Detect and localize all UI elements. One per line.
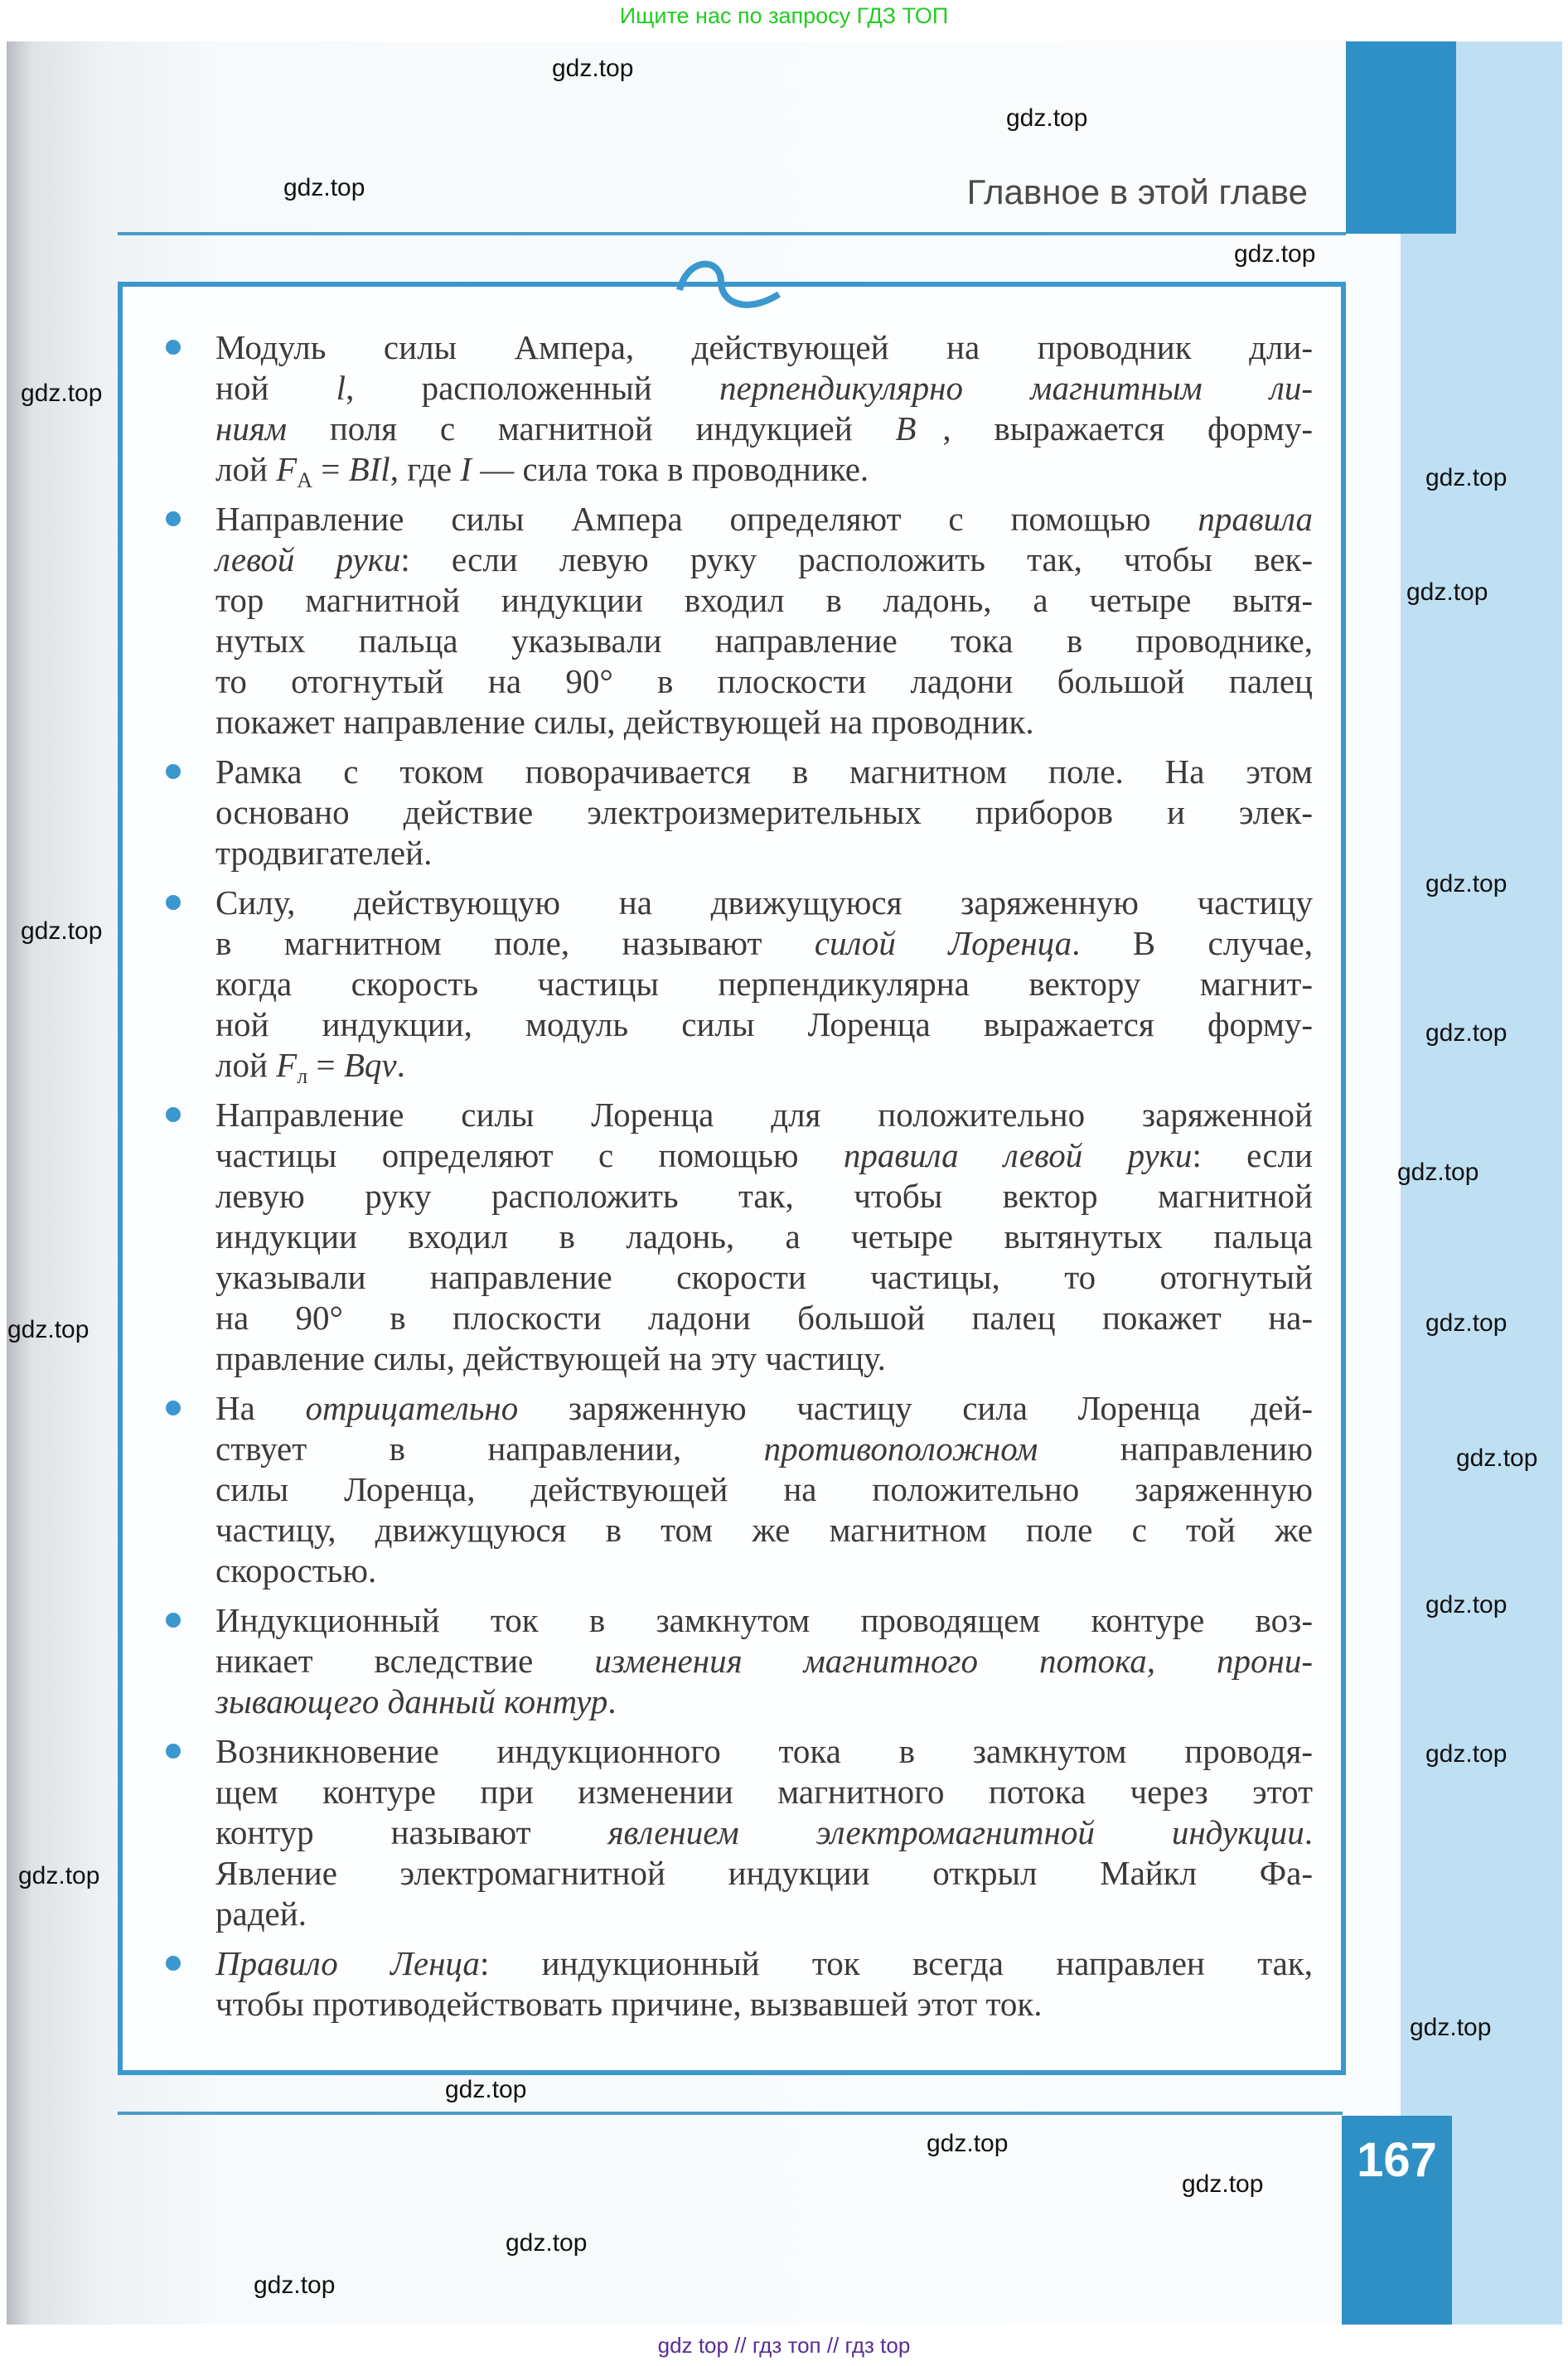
text-run: Модуль силы Ампера, действующей на проводник дли-	[215, 328, 1313, 366]
text-run: : если левую руку расположить так, чтобы век-	[400, 540, 1313, 578]
watermark: gdz.top	[7, 1316, 90, 1343]
text-line	[215, 1298, 1313, 1338]
text-run: , где	[390, 450, 461, 488]
text-line	[215, 1853, 1313, 1894]
text-line	[215, 327, 1313, 368]
text-run: тродвигателей.	[215, 834, 433, 872]
summary-item	[215, 1095, 1313, 1379]
text-line	[215, 1943, 1313, 1984]
bullet-icon	[166, 1744, 181, 1759]
watermark: gdz.top	[283, 174, 365, 201]
text-line	[215, 539, 1313, 580]
text-line	[215, 1731, 1313, 1772]
text-line	[215, 1257, 1313, 1298]
italic-text: l	[336, 369, 346, 407]
watermark: gdz.top	[1456, 1444, 1538, 1472]
text-run: частицы определяют с помощью	[215, 1136, 844, 1174]
text-line	[215, 1217, 1313, 1257]
text-run: .	[396, 1046, 405, 1084]
watermark: gdz.top	[1182, 2170, 1264, 2198]
text-run: заряженную частицу сила Лоренца дей-	[518, 1389, 1313, 1427]
subscript-text: A	[297, 468, 312, 492]
bullet-icon	[166, 1956, 181, 1971]
text-run: Рамка с током поворачивается в магнитном поле. На этом	[215, 752, 1313, 791]
summary-item	[215, 1943, 1313, 2025]
text-line	[215, 964, 1313, 1004]
text-line	[215, 409, 1313, 449]
italic-text: противоположном	[763, 1430, 1038, 1468]
watermark: gdz.top	[1410, 2014, 1492, 2041]
text-run: Силу, действующую на движущуюся заряженную частицу	[215, 883, 1313, 922]
watermark: gdz.top	[927, 2130, 1009, 2157]
text-line	[215, 1772, 1313, 1812]
watermark: gdz.top	[1234, 240, 1316, 268]
watermark: gdz.top	[254, 2272, 336, 2299]
text-run: индукции входил в ладонь, а четыре вытянутых пальца	[215, 1217, 1313, 1256]
text-run: частицу, движущуюся в том же магнитном поле с той же	[215, 1511, 1313, 1549]
summary-item	[215, 883, 1313, 1086]
text-run: Явление электромагнитной индукции открыл Майкл Фа-	[215, 1854, 1313, 1892]
watermark: gdz.top	[1425, 464, 1508, 491]
header-divider	[118, 232, 1346, 235]
watermark: gdz.top	[21, 380, 103, 407]
text-run: указывали направление скорости частицы, то отогнутый	[215, 1258, 1313, 1296]
text-line	[215, 1045, 1313, 1086]
italic-text: I	[460, 450, 472, 488]
italic-text: F	[276, 450, 298, 488]
page-number-box	[1342, 2116, 1452, 2325]
watermark: gdz.top	[18, 1862, 100, 1889]
italic-text: зывающего данный контур	[215, 1682, 608, 1720]
text-line	[215, 1641, 1313, 1681]
text-run: ной индукции, модуль силы Лоренца выражается форму-	[215, 1005, 1313, 1043]
text-run: щем контуре при изменении магнитного потока через этот	[215, 1773, 1313, 1811]
text-run: ной	[215, 369, 336, 407]
text-line	[215, 1338, 1313, 1379]
text-run: когда скорость частицы перпендикулярна вектору магнит-	[215, 965, 1313, 1003]
summary-item	[215, 1388, 1313, 1591]
text-run: правление силы, действующей на эту частицу.	[215, 1339, 886, 1377]
text-run: лой	[215, 450, 277, 488]
text-run: — сила тока в проводнике.	[471, 450, 869, 488]
text-run: в магнитном поле, называют	[215, 924, 815, 962]
text-run: поля с магнитной индукцией	[287, 409, 896, 448]
text-run: : индукционный ток всегда направлен так,	[479, 1944, 1313, 1982]
text-run: тор магнитной индукции входил в ладонь, а четыре вытя-	[215, 581, 1313, 619]
watermark: gdz.top	[1006, 104, 1088, 132]
bullet-icon	[166, 895, 181, 910]
bullet-icon	[166, 511, 181, 526]
italic-text: Правило Ленца	[215, 1944, 480, 1982]
text-run: .	[607, 1682, 617, 1720]
italic-text: явлением электромагнитной индукции	[607, 1813, 1304, 1851]
text-run: направлению	[1038, 1430, 1314, 1468]
text-line	[215, 661, 1313, 702]
text-line	[215, 883, 1313, 923]
text-run: . В случае,	[1072, 924, 1313, 962]
text-line	[215, 1469, 1313, 1510]
footer-divider	[118, 2112, 1343, 2115]
summary-item	[215, 327, 1313, 490]
text-line	[215, 368, 1313, 409]
text-run: скоростью.	[215, 1551, 377, 1589]
text-line	[215, 1894, 1313, 1934]
summary-item	[215, 752, 1313, 873]
italic-text: ниям	[215, 409, 288, 448]
header-tab	[1346, 41, 1456, 234]
italic-text: BIl	[348, 450, 390, 488]
text-run: : если	[1192, 1136, 1313, 1174]
text-run: покажет направление силы, действующей на проводник.	[215, 703, 1034, 741]
text-line	[215, 1681, 1313, 1722]
text-line	[215, 499, 1313, 539]
text-line	[215, 621, 1313, 661]
text-line	[215, 1388, 1313, 1429]
text-run: на 90° в плоскости ладони большой палец покажет на-	[215, 1299, 1313, 1337]
subscript-text: л	[297, 1064, 308, 1088]
summary-list	[215, 327, 1313, 2034]
italic-text: отрицательно	[305, 1389, 519, 1427]
text-line	[215, 449, 1313, 490]
page-number: 167	[1357, 2133, 1437, 2187]
summary-item	[215, 1600, 1313, 1722]
text-run: нутых пальца указывали направление тока в проводнике,	[215, 622, 1313, 660]
bullet-icon	[166, 1107, 181, 1122]
chapter-title: Главное в этой главе	[966, 172, 1308, 211]
bottom-banner: gdz top // гдз топ // гдз top	[657, 2333, 911, 2358]
text-line	[215, 1984, 1313, 2025]
text-line	[215, 1004, 1313, 1045]
italic-text: силой Лоренца	[814, 924, 1072, 962]
text-line	[215, 752, 1313, 792]
watermark: gdz.top	[506, 2229, 588, 2257]
italic-text: Bqv	[343, 1046, 397, 1084]
text-run: чтобы противодействовать причине, вызвавшей этот ток.	[215, 1985, 1043, 2023]
watermark: gdz.top	[1425, 1309, 1508, 1337]
watermark: gdz.top	[1425, 1591, 1508, 1618]
text-run: .	[1304, 1813, 1313, 1851]
watermark: gdz.top	[1425, 1740, 1508, 1768]
text-run: =	[307, 1046, 344, 1084]
italic-text: правила левой руки	[843, 1136, 1193, 1174]
text-line	[215, 580, 1313, 621]
text-run: силы Лоренца, действующей на положительно заряженную	[215, 1470, 1313, 1508]
italic-text: перпендикулярно магнитным ли-	[719, 369, 1313, 407]
text-line	[215, 792, 1313, 833]
text-line	[215, 1812, 1313, 1853]
text-run: контур называют	[215, 1813, 608, 1851]
text-line	[215, 1510, 1313, 1551]
italic-text: изменения магнитного потока, прони-	[594, 1642, 1314, 1680]
text-run: , выражается форму-	[942, 409, 1313, 448]
watermark: gdz.top	[445, 2076, 527, 2103]
text-line	[215, 833, 1313, 873]
text-line	[215, 702, 1313, 743]
text-run: Направление силы Лоренца для положительно заряженной	[215, 1096, 1313, 1134]
text-run: основано действие электроизмерительных приборов и элек-	[215, 793, 1313, 831]
bullet-icon	[166, 1613, 181, 1628]
text-run: =	[312, 450, 349, 488]
text-run: Направление силы Ампера определяют с помощью	[215, 500, 1198, 538]
italic-text: правила	[1198, 500, 1313, 538]
text-run: радей.	[215, 1894, 307, 1933]
text-run: никает вследствие	[215, 1642, 595, 1680]
text-line	[215, 1135, 1313, 1176]
text-line	[215, 1551, 1313, 1591]
text-run: Индукционный ток в замкнутом проводящем контуре воз-	[215, 1601, 1313, 1639]
text-line	[215, 1095, 1313, 1135]
text-run: левую руку расположить так, чтобы вектор магнитной	[215, 1177, 1313, 1215]
watermark: gdz.top	[1425, 870, 1508, 898]
bullet-icon	[166, 1401, 181, 1415]
wave-decoration	[671, 257, 787, 315]
text-line	[215, 1176, 1313, 1217]
text-run: то отогнутый на 90° в плоскости ладони большой палец	[215, 662, 1313, 700]
italic-text: B⃗	[895, 409, 943, 448]
italic-text: F	[276, 1046, 298, 1084]
text-run: ствует в направлении,	[215, 1430, 764, 1468]
summary-item	[215, 1731, 1313, 1934]
text-line	[215, 1600, 1313, 1641]
text-run: лой	[215, 1046, 277, 1084]
bullet-icon	[166, 340, 181, 355]
watermark: gdz.top	[1425, 1019, 1508, 1047]
watermark: gdz.top	[1397, 1159, 1479, 1186]
top-banner: Ищите нас по запросу ГДЗ ТОП	[619, 3, 949, 28]
summary-item	[215, 499, 1313, 743]
text-run: Возникновение индукционного тока в замкнутом проводя-	[215, 1732, 1313, 1770]
text-run: , расположенный	[346, 369, 719, 407]
text-line	[215, 1429, 1313, 1469]
watermark: gdz.top	[21, 917, 103, 945]
bullet-icon	[166, 764, 181, 779]
watermark: gdz.top	[1406, 578, 1488, 606]
italic-text: левой руки	[215, 540, 401, 578]
watermark: gdz.top	[552, 55, 634, 82]
text-run: На	[215, 1389, 306, 1427]
text-line	[215, 923, 1313, 964]
